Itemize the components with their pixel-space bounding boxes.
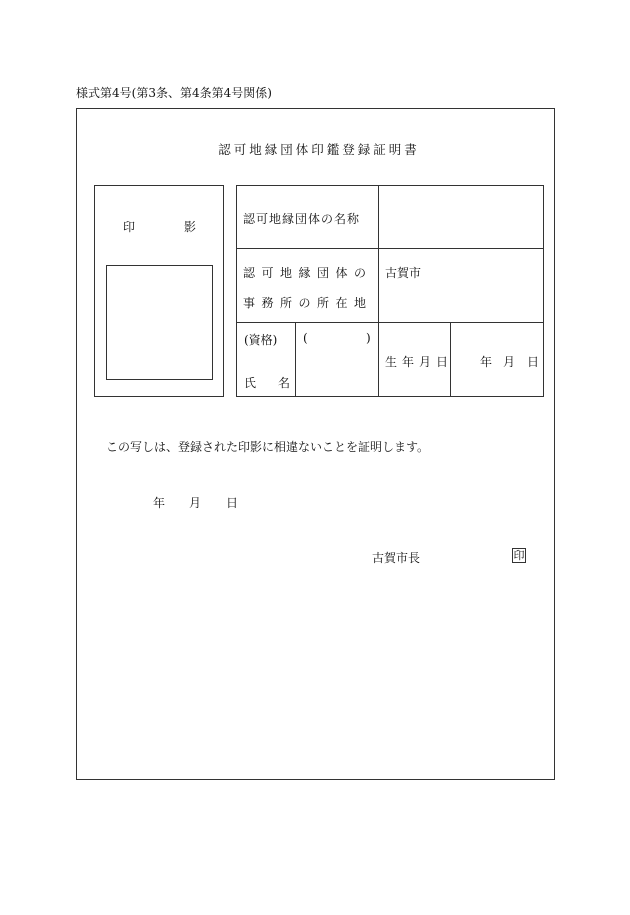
issuer-title: 古賀市長: [372, 551, 421, 565]
issue-month: 月: [189, 496, 202, 510]
birth-year: 年: [480, 355, 493, 369]
person-name-label-1: 氏: [244, 376, 257, 390]
birth-day: 日: [527, 355, 540, 369]
office-label-line1: 認可地縁団体の: [243, 266, 373, 280]
birth-date-label: 生年月日: [385, 355, 454, 369]
seal-impression-frame: [106, 265, 213, 380]
official-seal-mark: 印: [513, 549, 525, 562]
certification-statement: この写しは、登録された印影に相違ないことを証明します。: [106, 440, 430, 454]
issue-year: 年: [153, 496, 166, 510]
document-title: 認可地縁団体印鑑登録証明書: [218, 142, 420, 157]
office-label-line2: 事務所の所在地: [243, 296, 373, 310]
table-row-divider-1: [236, 248, 544, 249]
seal-label-right: 影: [184, 220, 197, 234]
qualification-label: (資格): [244, 333, 278, 347]
seal-label-left: 印: [123, 220, 136, 234]
qualification-open-paren: (: [303, 331, 308, 345]
table-row-divider-2: [236, 322, 544, 323]
form-number: 様式第4号(第3条、第4条第4号関係): [76, 86, 272, 100]
table-column-divider-qualification: [295, 322, 296, 397]
qualification-close-paren: ): [366, 331, 371, 345]
table-column-divider-main: [378, 185, 379, 397]
group-name-label: 認可地縁団体の名称: [243, 212, 361, 226]
birth-month: 月: [503, 355, 516, 369]
office-address-value: 古賀市: [385, 266, 422, 280]
person-name-label-2: 名: [278, 376, 291, 390]
issue-day: 日: [226, 496, 239, 510]
